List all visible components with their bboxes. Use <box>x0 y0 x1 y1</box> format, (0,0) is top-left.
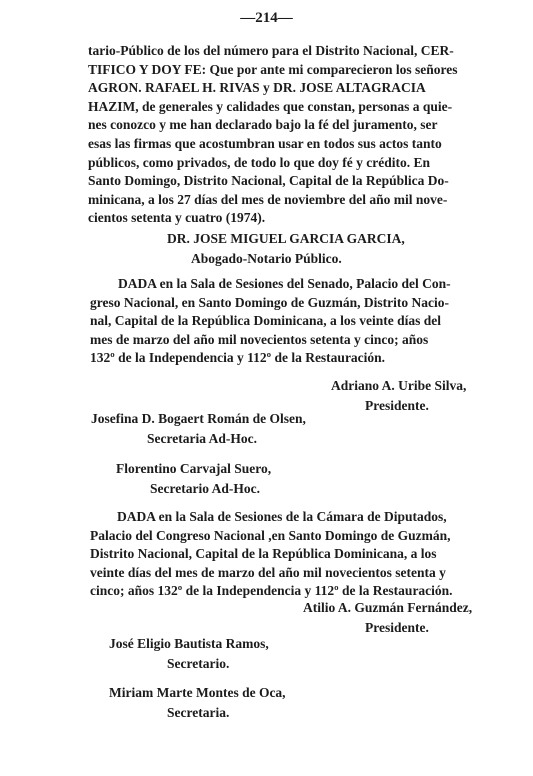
certification-line: públicos, como privados, de todo lo que doy fé y crédito. En <box>88 154 431 170</box>
signatory-title: Abogado-Notario Público. <box>191 251 342 266</box>
certification-paragraph <box>88 42 457 228</box>
signatory-name: Atilio A. Guzmán Fernández, <box>303 600 473 615</box>
signatory-name: José Eligio Bautista Ramos, <box>109 636 269 651</box>
certification-line: esas las firmas que acostumbran usar en todos sus actos tanto <box>88 135 442 151</box>
deputies-given-line: DADA en la Sala de Sesiones de la Cámara de Diputados, <box>117 509 447 524</box>
signatory-title: Secretario Ad-Hoc. <box>150 481 260 496</box>
senate-president-signature <box>331 376 466 416</box>
certification-line: AGRON. RAFAEL H. RIVAS y DR. JOSE ALTAGRACIA <box>88 80 426 96</box>
signatory-title: Secretario. <box>167 656 230 671</box>
senate-secretary-2-signature <box>116 459 271 499</box>
notary-signature <box>167 229 405 269</box>
certification-line: nes conozco y me han declarado bajo la fé del juramento, ser <box>88 117 438 133</box>
certification-line: TIFICO Y DOY FE: Que por ante mi comparecieron los señores <box>88 61 458 77</box>
deputies-given-line: Palacio del Congreso Nacional ,en Santo Domingo de Guzmán, <box>90 527 451 543</box>
certification-line: Santo Domingo, Distrito Nacional, Capital de la República Do- <box>88 173 449 189</box>
senate-given-line: greso Nacional, en Santo Domingo de Guzmán, Distrito Nacio- <box>90 294 449 310</box>
deputies-given-paragraph <box>90 508 453 601</box>
signatory-title: Secretaria. <box>167 705 230 720</box>
senate-given-line: DADA en la Sala de Sesiones del Senado, Palacio del Con- <box>118 276 451 291</box>
signatory-title: Presidente. <box>365 620 429 635</box>
certification-line: HAZIM, de generales y calidades que constan, personas a quie- <box>88 98 453 114</box>
deputies-given-line: cinco; años 132º de la Independencia y 112º de la Restauración. <box>90 583 453 599</box>
senate-given-line: 132º de la Independencia y 112º de la Restauración. <box>90 350 386 366</box>
signatory-name: Adriano A. Uribe Silva, <box>331 378 467 393</box>
deputies-secretary-2-signature <box>109 683 286 723</box>
senate-secretary-1-signature <box>91 409 306 449</box>
deputies-given-line: Distrito Nacional, Capital de la República Dominicana, a los <box>90 546 437 562</box>
signatory-title: Presidente. <box>365 398 429 413</box>
deputies-secretary-1-signature <box>109 634 269 674</box>
signatory-title: Secretaria Ad-Hoc. <box>147 431 257 446</box>
deputies-president-signature <box>303 598 472 638</box>
page-number: —214— <box>240 10 293 26</box>
signatory-name: Florentino Carvajal Suero, <box>116 461 272 476</box>
signatory-name: Josefina D. Bogaert Román de Olsen, <box>91 411 306 426</box>
deputies-given-line: veinte días del mes de marzo del año mil novecientos setenta y <box>90 564 446 580</box>
certification-line: cientos setenta y cuatro (1974). <box>88 210 266 226</box>
senate-given-line: mes de marzo del año mil novecientos setenta y cinco; años <box>90 331 429 347</box>
certification-line: minicana, a los 27 días del mes de noviembre del año mil nove- <box>88 191 448 207</box>
signatory-name: DR. JOSE MIGUEL GARCIA GARCIA, <box>167 231 405 246</box>
signatory-name: Miriam Marte Montes de Oca, <box>109 685 286 700</box>
certification-line: tario-Público de los del número para el Distrito Nacional, CER- <box>88 43 454 58</box>
senate-given-paragraph <box>90 275 451 368</box>
senate-given-line: nal, Capital de la República Dominicana, a los veinte días del <box>90 313 442 329</box>
